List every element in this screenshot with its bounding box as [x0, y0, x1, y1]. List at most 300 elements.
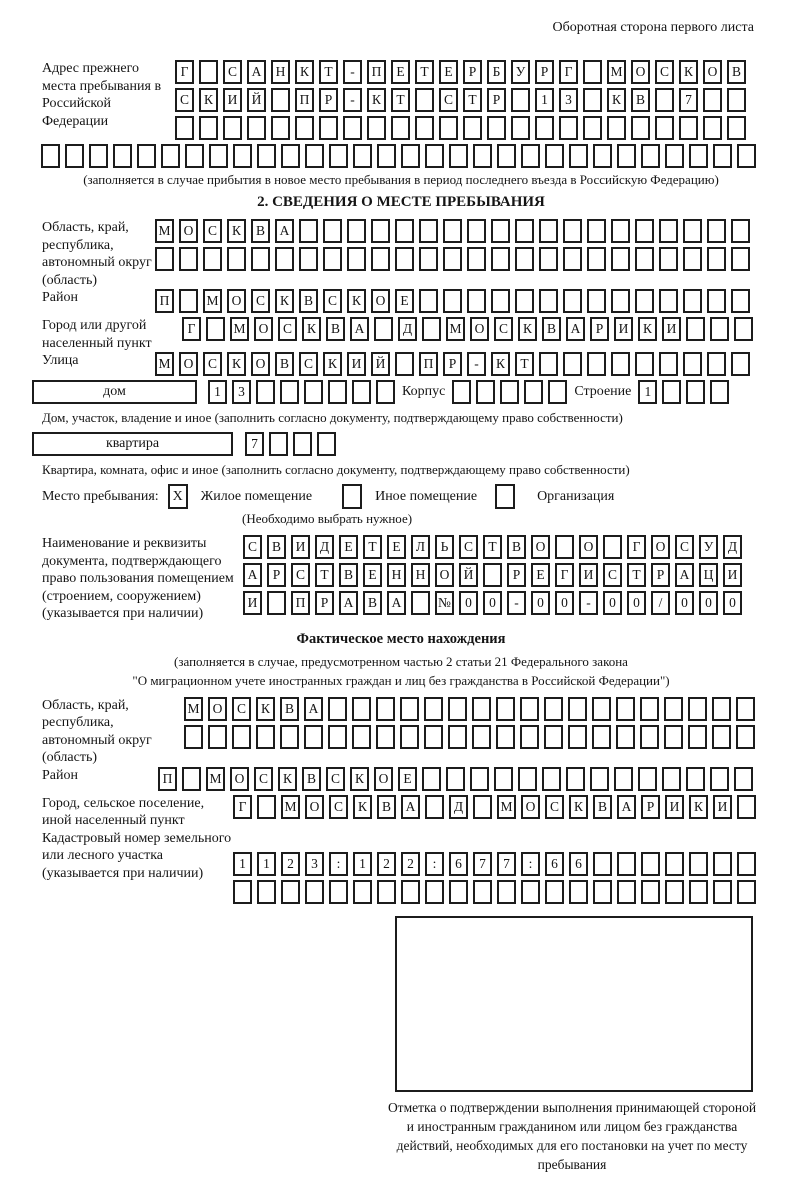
char-cell[interactable]: А [617, 795, 636, 819]
char-cell[interactable] [703, 88, 722, 112]
char-cell[interactable]: Н [387, 563, 406, 587]
char-cell[interactable] [496, 725, 515, 749]
char-cell[interactable] [65, 144, 84, 168]
char-cell[interactable] [179, 247, 198, 271]
char-cell[interactable] [247, 116, 266, 140]
char-cell[interactable] [635, 247, 654, 271]
char-cell[interactable]: Г [182, 317, 201, 341]
char-cell[interactable] [603, 535, 622, 559]
char-cell[interactable] [467, 289, 486, 313]
char-cell[interactable]: В [631, 88, 650, 112]
char-cell[interactable] [419, 247, 438, 271]
char-cell[interactable] [472, 725, 491, 749]
char-cell[interactable] [275, 247, 294, 271]
char-cell[interactable] [587, 247, 606, 271]
char-cell[interactable]: О [703, 60, 722, 84]
char-cell[interactable] [521, 880, 540, 904]
char-cell[interactable]: К [689, 795, 708, 819]
char-cell[interactable] [422, 767, 441, 791]
char-cell[interactable] [515, 247, 534, 271]
char-cell[interactable]: Р [535, 60, 554, 84]
char-cell[interactable] [539, 247, 558, 271]
char-cell[interactable] [41, 144, 60, 168]
char-cell[interactable] [520, 697, 539, 721]
char-cell[interactable] [569, 880, 588, 904]
char-cell[interactable] [496, 697, 515, 721]
char-cell[interactable] [352, 697, 371, 721]
char-cell[interactable] [568, 725, 587, 749]
char-cell[interactable]: / [651, 591, 670, 615]
char-cell[interactable] [563, 289, 582, 313]
char-cell[interactable] [347, 219, 366, 243]
char-cell[interactable] [683, 247, 702, 271]
char-cell[interactable] [424, 697, 443, 721]
char-cell[interactable] [161, 144, 180, 168]
char-cell[interactable] [329, 144, 348, 168]
char-cell[interactable]: О [208, 697, 227, 721]
char-cell[interactable]: 1 [535, 88, 554, 112]
char-cell[interactable] [593, 144, 612, 168]
char-cell[interactable] [731, 352, 750, 376]
char-cell[interactable] [323, 247, 342, 271]
char-cell[interactable]: Т [463, 88, 482, 112]
char-cell[interactable] [317, 432, 336, 456]
char-cell[interactable] [463, 116, 482, 140]
char-cell[interactable] [563, 352, 582, 376]
char-cell[interactable] [446, 767, 465, 791]
char-cell[interactable]: М [155, 219, 174, 243]
char-cell[interactable] [737, 880, 756, 904]
char-cell[interactable]: П [367, 60, 386, 84]
char-cell[interactable]: О [631, 60, 650, 84]
char-cell[interactable] [411, 591, 430, 615]
char-cell[interactable] [419, 219, 438, 243]
char-cell[interactable]: 0 [531, 591, 550, 615]
char-cell[interactable] [223, 116, 242, 140]
char-cell[interactable]: А [675, 563, 694, 587]
char-cell[interactable]: 7 [497, 852, 516, 876]
char-cell[interactable]: Е [439, 60, 458, 84]
char-cell[interactable]: - [507, 591, 526, 615]
char-cell[interactable] [491, 289, 510, 313]
char-cell[interactable] [395, 247, 414, 271]
char-cell[interactable] [689, 880, 708, 904]
char-cell[interactable]: К [227, 219, 246, 243]
char-cell[interactable] [518, 767, 537, 791]
char-cell[interactable]: Ь [435, 535, 454, 559]
char-cell[interactable]: К [256, 697, 275, 721]
char-cell[interactable] [257, 880, 276, 904]
char-cell[interactable]: Г [627, 535, 646, 559]
char-cell[interactable] [352, 725, 371, 749]
char-cell[interactable] [257, 144, 276, 168]
char-cell[interactable]: О [435, 563, 454, 587]
char-cell[interactable]: И [723, 563, 742, 587]
char-cell[interactable] [641, 880, 660, 904]
char-cell[interactable]: П [295, 88, 314, 112]
char-cell[interactable] [367, 116, 386, 140]
char-cell[interactable] [473, 144, 492, 168]
char-cell[interactable]: К [350, 767, 369, 791]
char-cell[interactable]: 7 [245, 432, 264, 456]
char-cell[interactable] [535, 116, 554, 140]
char-cell[interactable]: 3 [559, 88, 578, 112]
char-cell[interactable]: К [569, 795, 588, 819]
char-cell[interactable]: С [326, 767, 345, 791]
char-cell[interactable]: Т [415, 60, 434, 84]
char-cell[interactable] [548, 380, 567, 404]
char-cell[interactable]: 0 [483, 591, 502, 615]
char-cell[interactable] [655, 88, 674, 112]
char-cell[interactable]: 1 [208, 380, 227, 404]
char-cell[interactable]: Р [590, 317, 609, 341]
char-cell[interactable]: В [275, 352, 294, 376]
char-cell[interactable]: М [607, 60, 626, 84]
char-cell[interactable] [617, 852, 636, 876]
char-cell[interactable]: А [247, 60, 266, 84]
char-cell[interactable]: Г [175, 60, 194, 84]
char-cell[interactable]: Р [641, 795, 660, 819]
char-cell[interactable]: И [243, 591, 262, 615]
char-cell[interactable] [233, 144, 252, 168]
char-cell[interactable]: Д [723, 535, 742, 559]
char-cell[interactable]: В [302, 767, 321, 791]
char-cell[interactable] [319, 116, 338, 140]
char-cell[interactable]: В [326, 317, 345, 341]
char-cell[interactable]: С [459, 535, 478, 559]
char-cell[interactable] [569, 144, 588, 168]
char-cell[interactable]: Р [507, 563, 526, 587]
char-cell[interactable]: И [713, 795, 732, 819]
char-cell[interactable]: И [662, 317, 681, 341]
char-cell[interactable] [707, 352, 726, 376]
char-cell[interactable]: Б [487, 60, 506, 84]
char-cell[interactable] [400, 725, 419, 749]
char-cell[interactable] [353, 144, 372, 168]
char-cell[interactable]: Т [363, 535, 382, 559]
char-cell[interactable] [323, 219, 342, 243]
char-cell[interactable]: О [470, 317, 489, 341]
char-cell[interactable]: В [507, 535, 526, 559]
checkbox-organizatsiya[interactable] [495, 484, 515, 509]
char-cell[interactable] [467, 247, 486, 271]
char-cell[interactable] [555, 535, 574, 559]
char-cell[interactable]: К [323, 352, 342, 376]
char-cell[interactable] [476, 380, 495, 404]
char-cell[interactable]: А [304, 697, 323, 721]
char-cell[interactable]: В [377, 795, 396, 819]
char-cell[interactable] [185, 144, 204, 168]
char-cell[interactable] [179, 289, 198, 313]
char-cell[interactable]: С [439, 88, 458, 112]
char-cell[interactable]: Т [319, 60, 338, 84]
char-cell[interactable] [452, 380, 471, 404]
char-cell[interactable] [443, 219, 462, 243]
char-cell[interactable] [353, 880, 372, 904]
char-cell[interactable]: А [339, 591, 358, 615]
char-cell[interactable]: К [607, 88, 626, 112]
char-cell[interactable]: 3 [232, 380, 251, 404]
char-cell[interactable] [257, 795, 276, 819]
char-cell[interactable] [232, 725, 251, 749]
char-cell[interactable]: П [158, 767, 177, 791]
char-cell[interactable] [425, 795, 444, 819]
char-cell[interactable]: П [291, 591, 310, 615]
char-cell[interactable] [617, 144, 636, 168]
char-cell[interactable] [328, 380, 347, 404]
char-cell[interactable]: 6 [545, 852, 564, 876]
char-cell[interactable] [539, 289, 558, 313]
char-cell[interactable]: Д [398, 317, 417, 341]
char-cell[interactable] [593, 852, 612, 876]
char-cell[interactable] [683, 289, 702, 313]
char-cell[interactable]: К [367, 88, 386, 112]
char-cell[interactable]: 2 [281, 852, 300, 876]
char-cell[interactable]: М [446, 317, 465, 341]
char-cell[interactable] [473, 795, 492, 819]
char-cell[interactable] [182, 767, 201, 791]
char-cell[interactable]: К [302, 317, 321, 341]
char-cell[interactable]: Д [449, 795, 468, 819]
char-cell[interactable]: В [542, 317, 561, 341]
char-cell[interactable]: Е [395, 289, 414, 313]
char-cell[interactable] [511, 88, 530, 112]
char-cell[interactable] [583, 88, 602, 112]
char-cell[interactable] [659, 247, 678, 271]
char-cell[interactable] [731, 289, 750, 313]
char-cell[interactable]: Т [315, 563, 334, 587]
char-cell[interactable] [539, 219, 558, 243]
char-cell[interactable]: Р [651, 563, 670, 587]
char-cell[interactable]: 6 [569, 852, 588, 876]
char-cell[interactable]: И [291, 535, 310, 559]
char-cell[interactable]: О [374, 767, 393, 791]
kvartira-box[interactable]: квартира [32, 432, 233, 456]
char-cell[interactable]: С [175, 88, 194, 112]
char-cell[interactable]: 0 [555, 591, 574, 615]
char-cell[interactable]: А [401, 795, 420, 819]
char-cell[interactable] [491, 247, 510, 271]
char-cell[interactable] [487, 116, 506, 140]
char-cell[interactable]: : [521, 852, 540, 876]
char-cell[interactable]: Д [315, 535, 334, 559]
char-cell[interactable] [500, 380, 519, 404]
char-cell[interactable]: М [206, 767, 225, 791]
char-cell[interactable] [635, 352, 654, 376]
char-cell[interactable] [583, 116, 602, 140]
char-cell[interactable] [640, 725, 659, 749]
char-cell[interactable]: - [343, 88, 362, 112]
char-cell[interactable]: К [679, 60, 698, 84]
char-cell[interactable] [614, 767, 633, 791]
char-cell[interactable] [449, 880, 468, 904]
char-cell[interactable] [293, 432, 312, 456]
char-cell[interactable]: А [243, 563, 262, 587]
char-cell[interactable] [511, 116, 530, 140]
char-cell[interactable] [611, 289, 630, 313]
char-cell[interactable]: О [651, 535, 670, 559]
char-cell[interactable] [374, 317, 393, 341]
char-cell[interactable] [113, 144, 132, 168]
char-cell[interactable] [737, 144, 756, 168]
char-cell[interactable]: С [203, 352, 222, 376]
char-cell[interactable] [515, 289, 534, 313]
char-cell[interactable] [371, 219, 390, 243]
char-cell[interactable]: С [675, 535, 694, 559]
char-cell[interactable]: С [254, 767, 273, 791]
char-cell[interactable] [280, 380, 299, 404]
char-cell[interactable]: С [232, 697, 251, 721]
char-cell[interactable]: Й [459, 563, 478, 587]
char-cell[interactable] [304, 725, 323, 749]
char-cell[interactable] [683, 219, 702, 243]
char-cell[interactable]: 2 [377, 852, 396, 876]
char-cell[interactable]: 6 [449, 852, 468, 876]
char-cell[interactable]: О [371, 289, 390, 313]
char-cell[interactable] [443, 247, 462, 271]
char-cell[interactable] [665, 144, 684, 168]
char-cell[interactable] [593, 880, 612, 904]
char-cell[interactable]: И [223, 88, 242, 112]
char-cell[interactable] [352, 380, 371, 404]
char-cell[interactable] [686, 380, 705, 404]
char-cell[interactable] [422, 317, 441, 341]
char-cell[interactable]: 0 [675, 591, 694, 615]
char-cell[interactable] [419, 289, 438, 313]
char-cell[interactable] [208, 725, 227, 749]
char-cell[interactable] [737, 795, 756, 819]
char-cell[interactable]: О [179, 352, 198, 376]
char-cell[interactable]: О [251, 352, 270, 376]
char-cell[interactable]: Е [363, 563, 382, 587]
char-cell[interactable] [712, 697, 731, 721]
char-cell[interactable] [299, 219, 318, 243]
char-cell[interactable]: Н [411, 563, 430, 587]
char-cell[interactable] [587, 352, 606, 376]
char-cell[interactable]: Е [391, 60, 410, 84]
char-cell[interactable] [425, 880, 444, 904]
char-cell[interactable]: Р [443, 352, 462, 376]
char-cell[interactable] [251, 247, 270, 271]
char-cell[interactable]: А [387, 591, 406, 615]
char-cell[interactable] [295, 116, 314, 140]
char-cell[interactable] [209, 144, 228, 168]
char-cell[interactable] [137, 144, 156, 168]
char-cell[interactable]: О [521, 795, 540, 819]
char-cell[interactable] [616, 725, 635, 749]
char-cell[interactable] [611, 219, 630, 243]
char-cell[interactable] [415, 88, 434, 112]
char-cell[interactable]: У [699, 535, 718, 559]
char-cell[interactable] [710, 317, 729, 341]
char-cell[interactable]: Е [387, 535, 406, 559]
char-cell[interactable] [611, 352, 630, 376]
char-cell[interactable] [448, 697, 467, 721]
char-cell[interactable]: В [339, 563, 358, 587]
char-cell[interactable] [305, 144, 324, 168]
char-cell[interactable] [587, 289, 606, 313]
char-cell[interactable] [449, 144, 468, 168]
char-cell[interactable] [641, 852, 660, 876]
char-cell[interactable]: С [203, 219, 222, 243]
char-cell[interactable] [737, 852, 756, 876]
char-cell[interactable]: Г [233, 795, 252, 819]
char-cell[interactable] [688, 725, 707, 749]
char-cell[interactable]: Р [319, 88, 338, 112]
char-cell[interactable] [267, 591, 286, 615]
char-cell[interactable] [539, 352, 558, 376]
char-cell[interactable]: Ц [699, 563, 718, 587]
char-cell[interactable]: С [494, 317, 513, 341]
char-cell[interactable]: К [491, 352, 510, 376]
char-cell[interactable]: Т [391, 88, 410, 112]
char-cell[interactable] [497, 144, 516, 168]
char-cell[interactable]: В [727, 60, 746, 84]
char-cell[interactable] [545, 144, 564, 168]
char-cell[interactable]: М [203, 289, 222, 313]
char-cell[interactable]: Т [627, 563, 646, 587]
char-cell[interactable]: И [579, 563, 598, 587]
char-cell[interactable]: Е [531, 563, 550, 587]
char-cell[interactable]: 1 [353, 852, 372, 876]
char-cell[interactable]: М [281, 795, 300, 819]
char-cell[interactable]: 3 [305, 852, 324, 876]
char-cell[interactable]: М [184, 697, 203, 721]
char-cell[interactable]: Р [463, 60, 482, 84]
char-cell[interactable]: Р [267, 563, 286, 587]
char-cell[interactable] [256, 380, 275, 404]
char-cell[interactable]: Е [339, 535, 358, 559]
char-cell[interactable] [491, 219, 510, 243]
char-cell[interactable] [470, 767, 489, 791]
char-cell[interactable] [304, 380, 323, 404]
char-cell[interactable]: С [603, 563, 622, 587]
char-cell[interactable] [443, 289, 462, 313]
char-cell[interactable] [199, 60, 218, 84]
char-cell[interactable] [395, 352, 414, 376]
char-cell[interactable] [184, 725, 203, 749]
char-cell[interactable] [271, 88, 290, 112]
char-cell[interactable]: В [251, 219, 270, 243]
char-cell[interactable]: 7 [473, 852, 492, 876]
char-cell[interactable] [563, 247, 582, 271]
char-cell[interactable]: К [638, 317, 657, 341]
char-cell[interactable] [662, 380, 681, 404]
char-cell[interactable] [439, 116, 458, 140]
char-cell[interactable]: А [275, 219, 294, 243]
char-cell[interactable] [401, 144, 420, 168]
char-cell[interactable] [583, 60, 602, 84]
char-cell[interactable] [521, 144, 540, 168]
char-cell[interactable] [635, 289, 654, 313]
char-cell[interactable] [727, 116, 746, 140]
char-cell[interactable] [631, 116, 650, 140]
char-cell[interactable] [665, 852, 684, 876]
char-cell[interactable] [544, 725, 563, 749]
char-cell[interactable] [545, 880, 564, 904]
char-cell[interactable]: В [267, 535, 286, 559]
char-cell[interactable] [280, 725, 299, 749]
char-cell[interactable] [707, 247, 726, 271]
char-cell[interactable]: Г [555, 563, 574, 587]
char-cell[interactable] [472, 697, 491, 721]
char-cell[interactable] [707, 289, 726, 313]
char-cell[interactable] [256, 725, 275, 749]
char-cell[interactable]: К [275, 289, 294, 313]
char-cell[interactable]: О [179, 219, 198, 243]
checkbox-zhiloe-pomeshchenie[interactable]: X [168, 484, 188, 509]
char-cell[interactable]: О [227, 289, 246, 313]
